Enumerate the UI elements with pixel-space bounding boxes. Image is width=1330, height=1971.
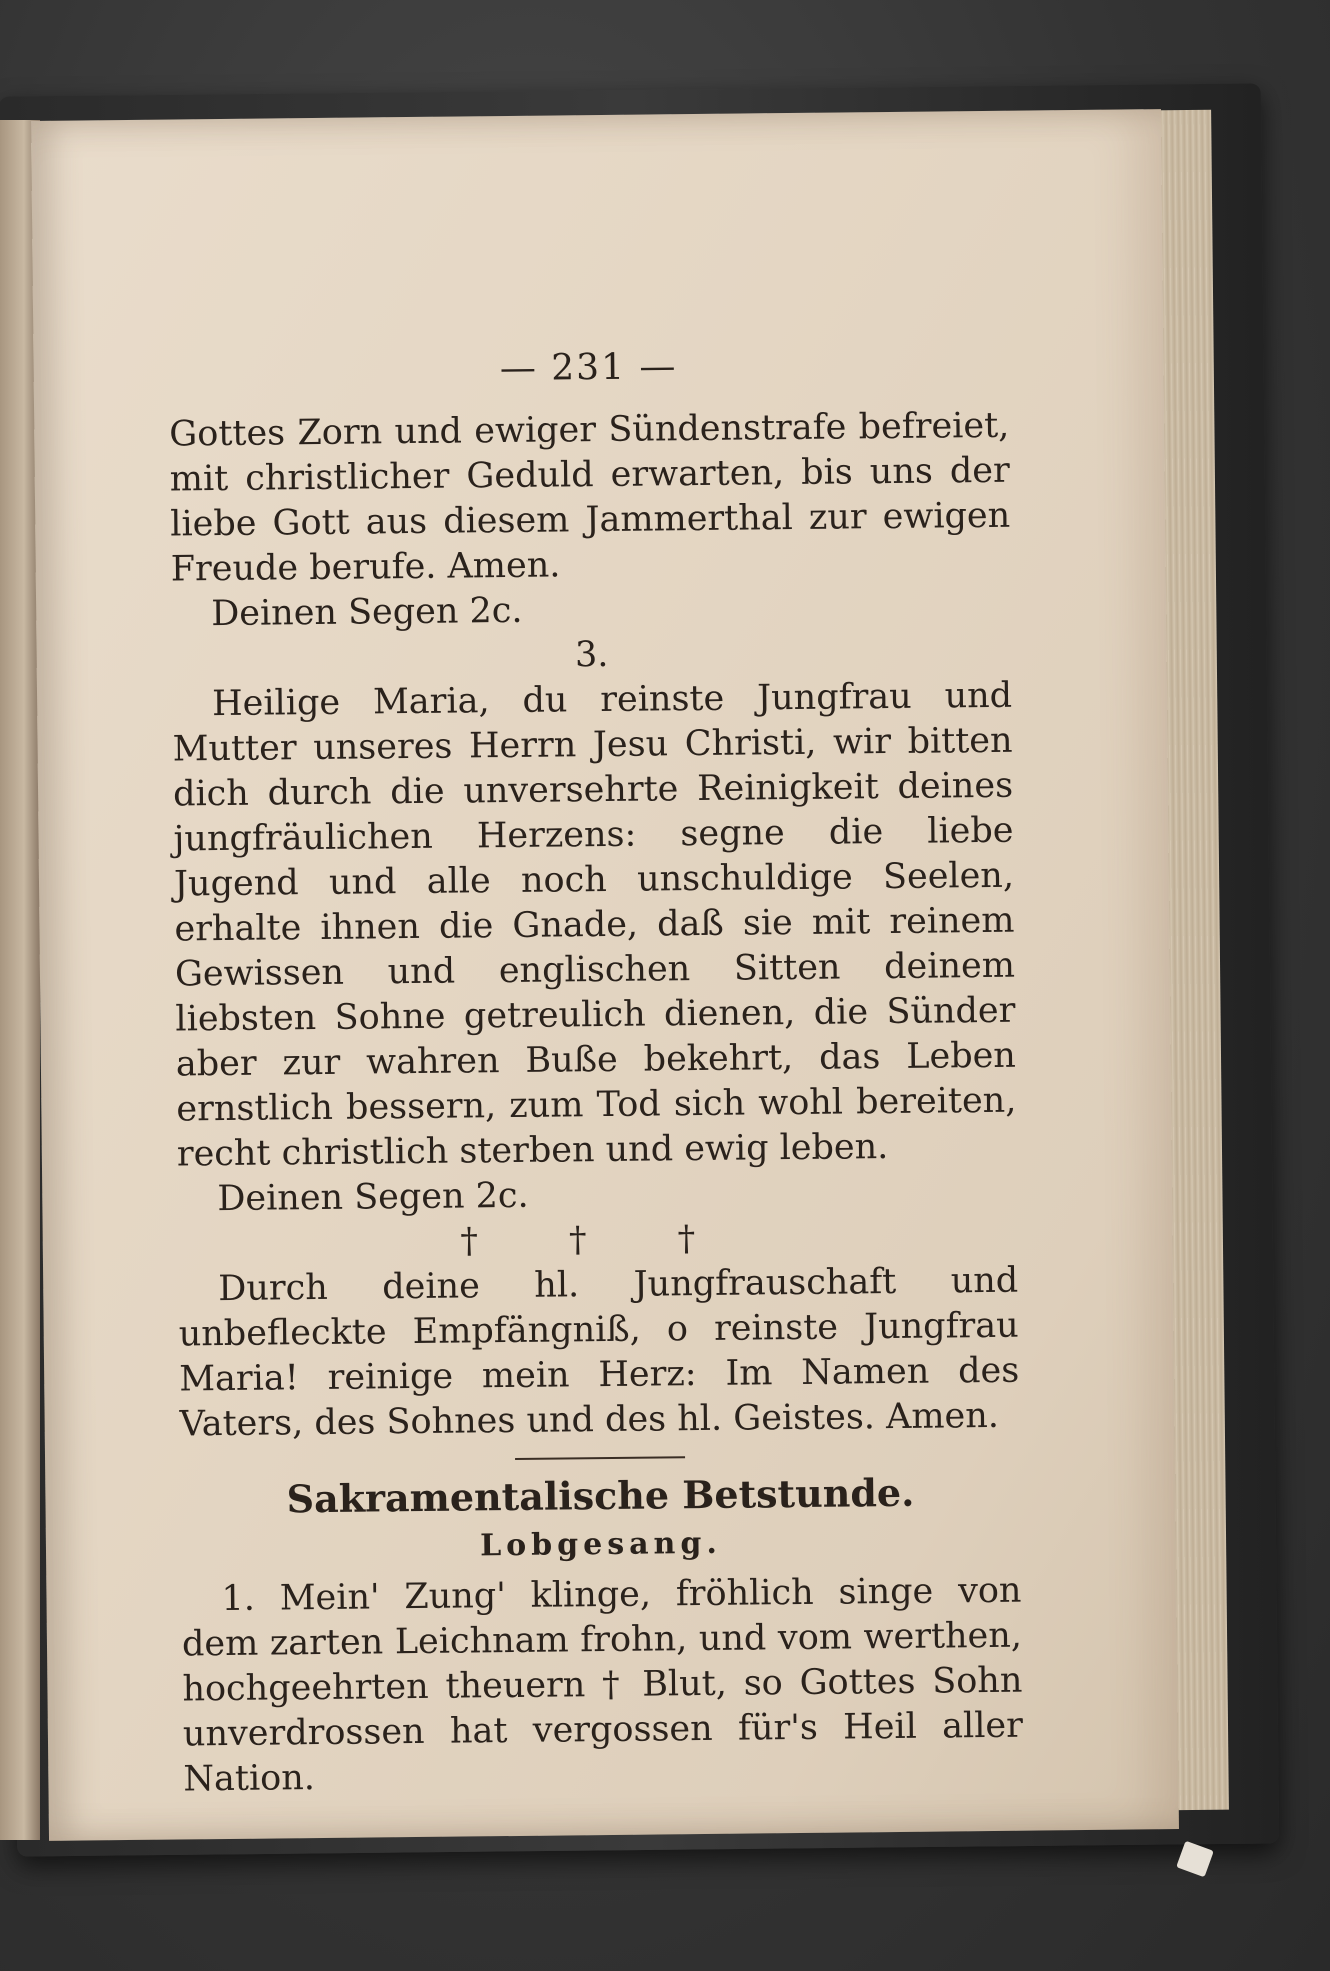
refrain-1: Deinen Segen 2c. [210,590,523,635]
section-number: 3. [574,634,609,676]
paragraph-4: 1. Mein' Zung' klinge, fröhlich singe von dem zarten Leichnam frohn, und vom werthen, hochgeehrten theuern † Blut, so Gottes Sohn unverdrossen hat vergossen für's Heil aller Nation. [181,1570,1024,1800]
page-number: — 231 — [499,346,678,390]
cross-symbols: † † † [460,1218,736,1262]
page-text [168,341,1023,1803]
paragraph-2: Heilige Maria, du reinste Jungfrau und Mutter unseres Herrn Jesu Christi, wir bitten dich durch die unversehrte Reinigkeit deines jungfräulichen Herzens: segne die liebe Jugend und alle noch unschuldige Seelen, erhalte ihnen die Gnade, daß sie mit reinem Gewissen und englischen Sitten deinem liebsten Sohne getreulich dienen, die Sünder aber zur wahren Buße bekehrt, das Leben ernstlich bessern, zum Tod sich wohl bereiten, recht christlich sterben und ewig leben. [172,675,1017,1175]
section-subheading: Lobgesang. [479,1525,723,1564]
paragraph-1: Gottes Zorn und ewiger Sündenstrafe befreiet, mit christlicher Geduld erwarten, bis uns der liebe Gott aus diesem Jammerthal zur ewigen Freude berufe. Amen. [169,405,1011,590]
book-page [31,109,1179,1841]
paragraph-3: Durch deine hl. Jungfrauschaft und unbefleckte Empfängniß, o reinste Jungfrau Maria! reinige mein Herz: Im Namen des Vaters, des Sohnes und des hl. Geistes. Amen. [178,1260,1020,1445]
section-heading: Sakramentalische Betstunde. [286,1469,915,1522]
bookmark-tab [1176,1841,1214,1878]
refrain-2: Deinen Segen 2c. [217,1175,529,1220]
section-divider [515,1456,685,1460]
